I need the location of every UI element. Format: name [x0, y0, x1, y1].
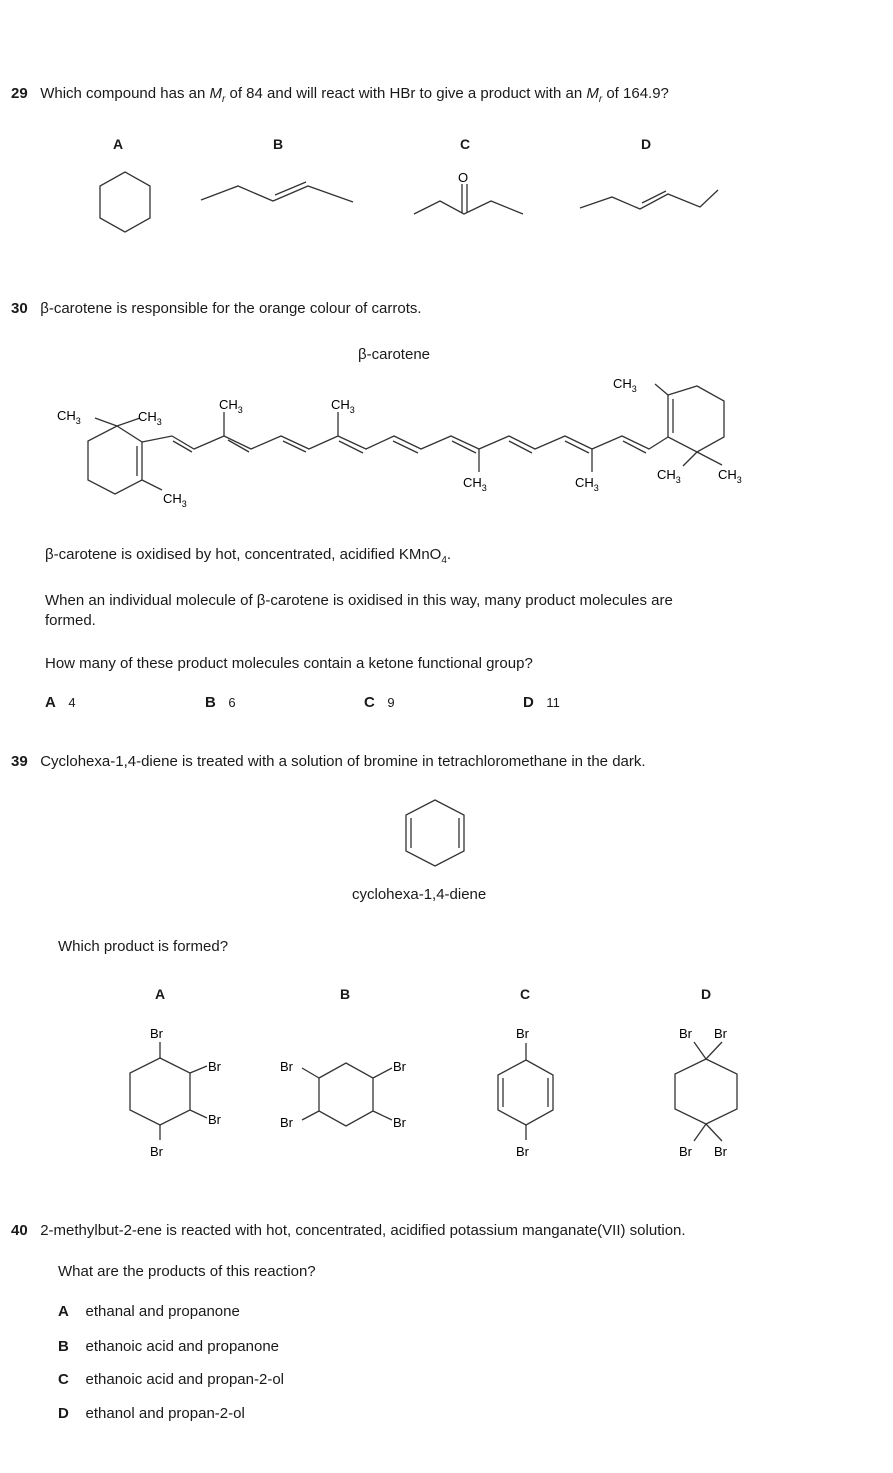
q40-option-d[interactable]: D ethanol and propan-2-ol — [58, 1405, 245, 1422]
q39-stem-text: Cyclohexa-1,4-diene is treated with a solution of bromine in tetrachloromethane in the dark. — [40, 753, 646, 770]
q30-figure-title: β-carotene — [358, 346, 430, 363]
svg-text:CH3: $CH_3$ — [657, 467, 681, 485]
q29-option-c-label[interactable]: C — [460, 136, 471, 152]
svg-text:CH3: $CH_3$ — [331, 397, 355, 415]
q29-text-before: Which compound has an — [40, 85, 210, 102]
svg-text:Br: Br — [208, 1112, 221, 1127]
q40-option-b[interactable]: B ethanoic acid and propanone — [58, 1338, 280, 1355]
svg-text:Br: Br — [150, 1026, 163, 1041]
svg-text:Br: Br — [516, 1026, 529, 1041]
svg-text:Br: Br — [393, 1115, 406, 1130]
q40-stem-text: 2-methylbut-2-ene is reacted with hot, concentrated, acidified potassium manganate(VII) solution. — [40, 1222, 686, 1239]
svg-text:Br: Br — [393, 1059, 406, 1074]
q39-option-a-label[interactable]: A — [155, 986, 166, 1002]
q30-stem-text: β-carotene is responsible for the orange colour of carrots. — [40, 300, 422, 317]
q39-option-b-label[interactable]: B — [340, 986, 351, 1002]
svg-text:Br: Br — [280, 1115, 293, 1130]
svg-text:CH3: $CH_3$ — [575, 475, 599, 493]
q30-question: How many of these product molecules contain a ketone functional group? — [45, 655, 533, 672]
q29-option-a-label[interactable]: A — [113, 136, 124, 152]
q29-number: 29 — [11, 85, 28, 102]
svg-text:Br: Br — [714, 1026, 727, 1041]
q30-option-c[interactable]: C 9 — [364, 694, 395, 711]
q39-b-structure — [280, 1059, 407, 1130]
svg-text:Br: Br — [208, 1059, 221, 1074]
q30-option-a[interactable]: A 4 — [45, 694, 76, 711]
q29-c-oxygen: O — [458, 170, 469, 185]
q40-option-a[interactable]: A ethanal and propanone — [58, 1303, 240, 1320]
svg-text:Br: Br — [516, 1144, 529, 1159]
svg-text:CH3: $CH_3$ — [163, 491, 187, 509]
q39-c-structure — [498, 1026, 553, 1159]
svg-text:CH3: $CH_3$ — [57, 408, 81, 426]
q39-option-c-label[interactable]: C — [520, 986, 531, 1002]
svg-text:Br: Br — [679, 1144, 692, 1159]
svg-text:CH3: $CH_3$ — [718, 467, 742, 485]
q29-mr2-sub: r — [598, 94, 603, 105]
q40-option-c[interactable]: C ethanoic acid and propan-2-ol — [58, 1371, 284, 1388]
svg-text:Br: Br — [714, 1144, 727, 1159]
svg-text:Br: Br — [280, 1059, 293, 1074]
q39-a-structure — [130, 1026, 222, 1159]
q30-para1: When an individual molecule of β-carotene is oxidised in this way, many product molecules are — [45, 592, 673, 609]
q39-question: Which product is formed? — [58, 938, 229, 955]
q39-d-structure — [675, 1026, 737, 1159]
q29-mr1-sub: r — [221, 94, 226, 105]
q39-option-d-label[interactable]: D — [701, 986, 712, 1002]
q40-stem — [11, 1222, 686, 1239]
q30-oxidised-end: . — [446, 546, 452, 563]
q30-para1b: formed. — [45, 612, 96, 629]
svg-text:CH3: $CH_3$ — [613, 376, 637, 394]
svg-text:CH3: $CH_3$ — [138, 409, 162, 427]
q29-text-after: of 164.9? — [602, 85, 669, 102]
svg-text:CH3: $CH_3$ — [219, 397, 243, 415]
q29-mr1: M — [209, 85, 222, 102]
q29-option-d-label[interactable]: D — [641, 136, 652, 152]
q29-mr2: M — [586, 85, 599, 102]
q30-option-d[interactable]: D 11 — [523, 694, 560, 711]
q29-text-middle: of 84 and will react with HBr to give a product with an — [225, 85, 587, 102]
svg-text:Br: Br — [679, 1026, 692, 1041]
q40-question: What are the products of this reaction? — [58, 1263, 316, 1280]
q40-number: 40 — [11, 1222, 28, 1239]
q30-number: 30 — [11, 300, 28, 317]
q39-figure-caption: cyclohexa-1,4-diene — [352, 886, 487, 903]
svg-text:Br: Br — [150, 1144, 163, 1159]
svg-text:CH3: $CH_3$ — [463, 475, 487, 493]
q30-option-b[interactable]: B 6 — [205, 694, 236, 711]
q30-oxidised-text: β-carotene is oxidised by hot, concentrated, acidified KMnO — [45, 546, 442, 563]
q30-oxidised-sub: 4 — [441, 555, 447, 566]
q39-number: 39 — [11, 753, 28, 770]
q29-option-b-label[interactable]: B — [273, 136, 284, 152]
